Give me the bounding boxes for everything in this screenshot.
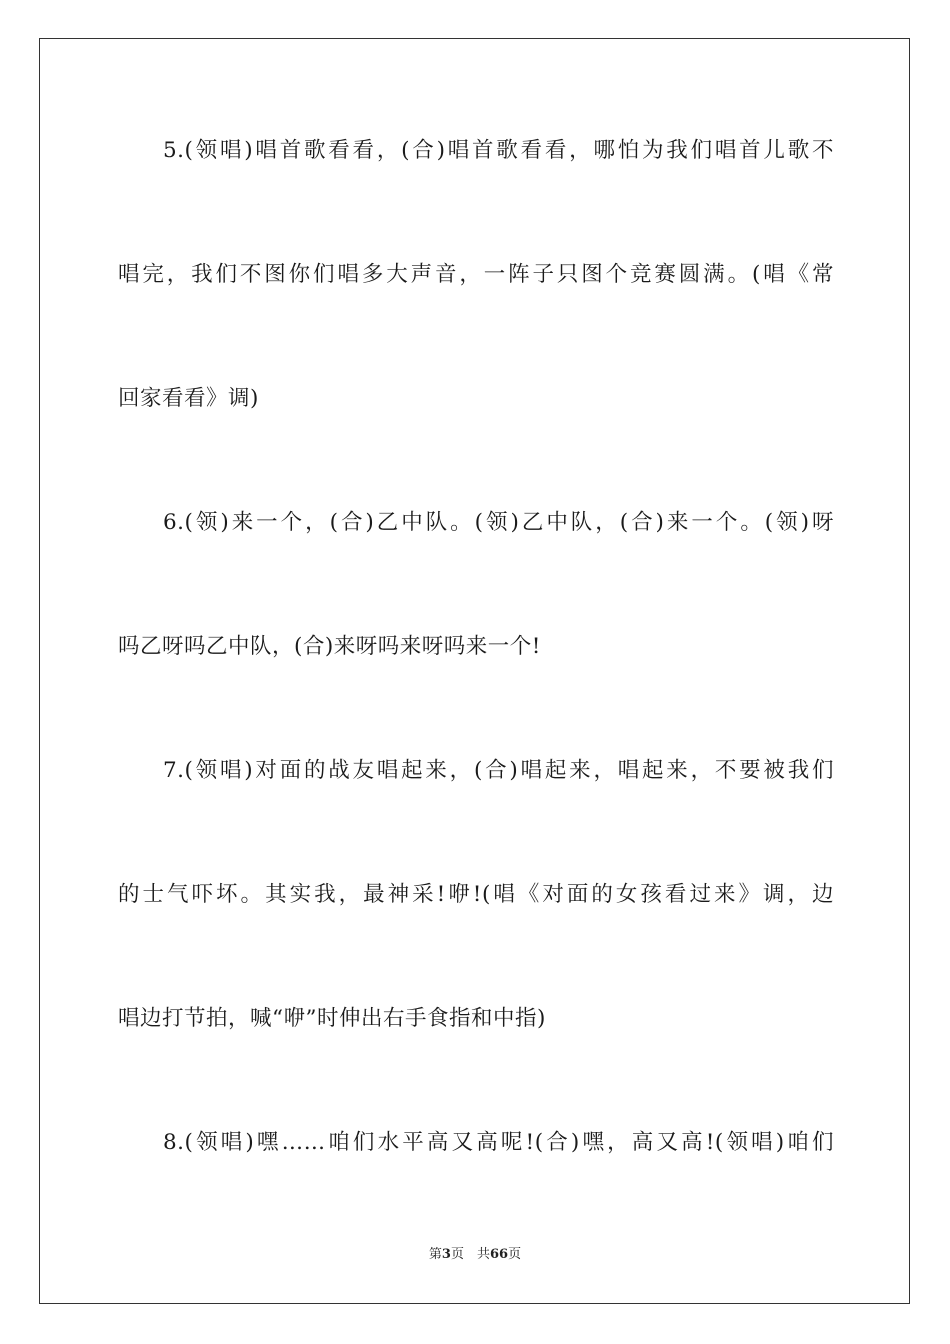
paragraph-6-line-2: 吗乙呀吗乙中队，(合)来呀吗来呀吗来一个! <box>118 634 541 659</box>
paragraph-5-line-1: 5.(领唱)唱首歌看看，(合)唱首歌看看，哪怕为我们唱首儿歌不 <box>163 138 834 163</box>
footer-suffix: 页 <box>508 1247 522 1262</box>
paragraph-8-line-1: 8.(领唱)嘿……咱们水平高又高呢!(合)嘿，高又高!(领唱)咱们 <box>163 1130 834 1155</box>
footer-total-pages: 66 <box>489 1247 509 1262</box>
paragraph-6-line-1: 6.(领)来一个，(合)乙中队。(领)乙中队，(合)来一个。(领)呀 <box>163 510 834 535</box>
footer-mid: 页 共 <box>450 1247 490 1262</box>
page-border <box>39 38 910 1304</box>
paragraph-7-line-3: 唱边打节拍，喊“咿”时伸出右手食指和中指) <box>118 1006 546 1031</box>
paragraph-5-line-2: 唱完，我们不图你们唱多大声音，一阵子只图个竞赛圆满。(唱《常 <box>118 262 834 287</box>
paragraph-5-line-3: 回家看看》调) <box>118 386 259 411</box>
footer-page-number: 3 <box>441 1247 451 1262</box>
paragraph-7-line-2: 的士气吓坏。其实我，最神采!咿!(唱《对面的女孩看过来》调，边 <box>118 882 834 907</box>
footer-prefix: 第 <box>428 1247 442 1262</box>
paragraph-7-line-1: 7.(领唱)对面的战友唱起来，(合)唱起来，唱起来，不要被我们 <box>163 758 834 783</box>
page-footer <box>0 1245 950 1265</box>
